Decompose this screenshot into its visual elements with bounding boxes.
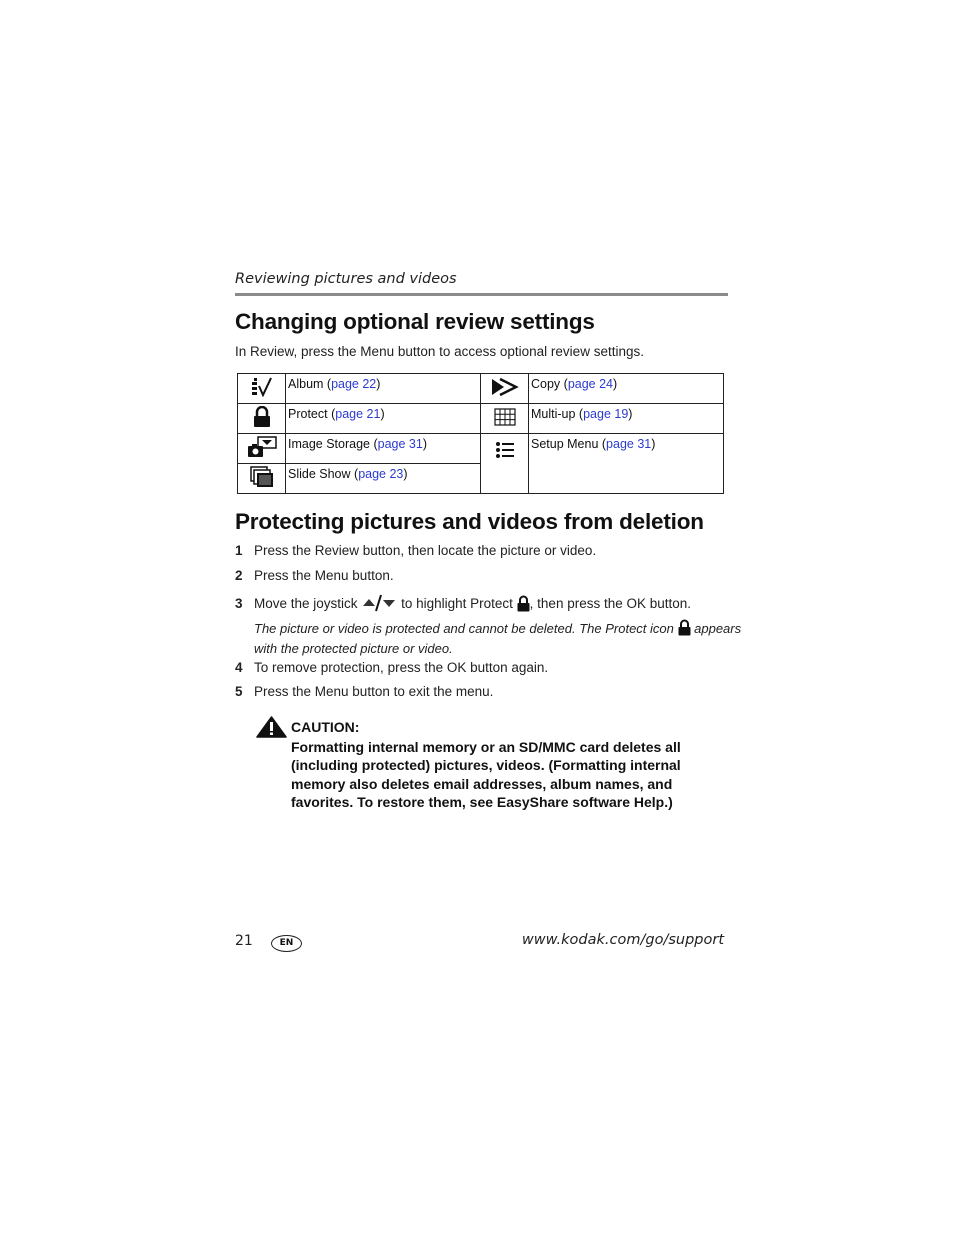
slide-show-page-link[interactable]: page 23 (358, 467, 404, 481)
support-url[interactable]: www.kodak.com/go/support (521, 932, 724, 948)
step-5: 5 Press the Menu button to exit the menu. (235, 684, 494, 699)
copy-page-link[interactable]: page 24 (567, 377, 614, 391)
image-storage-page-link[interactable]: page 31 (377, 437, 423, 451)
slide-show-icon (238, 464, 286, 494)
multi-up-page-link[interactable]: page 19 (583, 407, 629, 421)
album-icon (238, 374, 286, 404)
review-settings-table (237, 373, 724, 494)
header-rule (235, 293, 728, 296)
setting-protect: Protect (page 21) (286, 404, 481, 434)
language-badge: EN (271, 935, 302, 952)
album-page-link[interactable]: page 22 (331, 377, 377, 391)
setup-menu-page-link[interactable]: page 31 (606, 437, 652, 451)
caution-body: Formatting internal memory or an SD/MMC card deletes all (including protected) pictures, videos. (Formatting internal memory also deletes email addresses, album names, and favorites. To restore them, see EasyShare software Help.) (291, 739, 681, 810)
setting-setup-menu: Setup Menu (page 31) (529, 434, 724, 494)
protect-note: The picture or video is protected and cannot be deleted. The Protect icon appears with the protected picture or video. (254, 620, 742, 656)
page-number: 21 (235, 933, 253, 949)
intro-text: In Review, press the Menu button to access optional review settings. (235, 344, 644, 359)
step-3: 3 Move the joystick to highlight Protect , then press the OK button. (235, 594, 691, 615)
setting-multi-up: Multi-up (page 19) (529, 404, 724, 434)
caution-warning-icon (256, 716, 287, 742)
caution-title: CAUTION: (291, 719, 360, 735)
joystick-up-down-icon (361, 594, 397, 615)
image-storage-icon (238, 434, 286, 464)
section-title-review-settings: Changing optional review settings (235, 309, 595, 334)
step-4: 4 To remove protection, press the OK button again. (235, 660, 549, 675)
protect-lock-icon (517, 595, 530, 615)
setting-image-storage: Image Storage (page 31) (286, 434, 481, 464)
setup-menu-icon (481, 434, 529, 494)
protect-lock-icon (238, 404, 286, 434)
copy-icon (481, 374, 529, 404)
setting-album: Album (page 22) (286, 374, 481, 404)
section-title-protecting: Protecting pictures and videos from deletion (235, 509, 704, 534)
protect-lock-icon (678, 619, 691, 640)
step-2: 2 Press the Menu button. (235, 568, 394, 583)
running-head: Reviewing pictures and videos (235, 271, 457, 287)
setting-slide-show: Slide Show (page 23) (286, 464, 481, 494)
setting-copy: Copy (page 24) (529, 374, 724, 404)
protect-page-link[interactable]: page 21 (335, 407, 381, 421)
multi-up-grid-icon (481, 404, 529, 434)
step-1: 1 Press the Review button, then locate the picture or video. (235, 543, 597, 558)
